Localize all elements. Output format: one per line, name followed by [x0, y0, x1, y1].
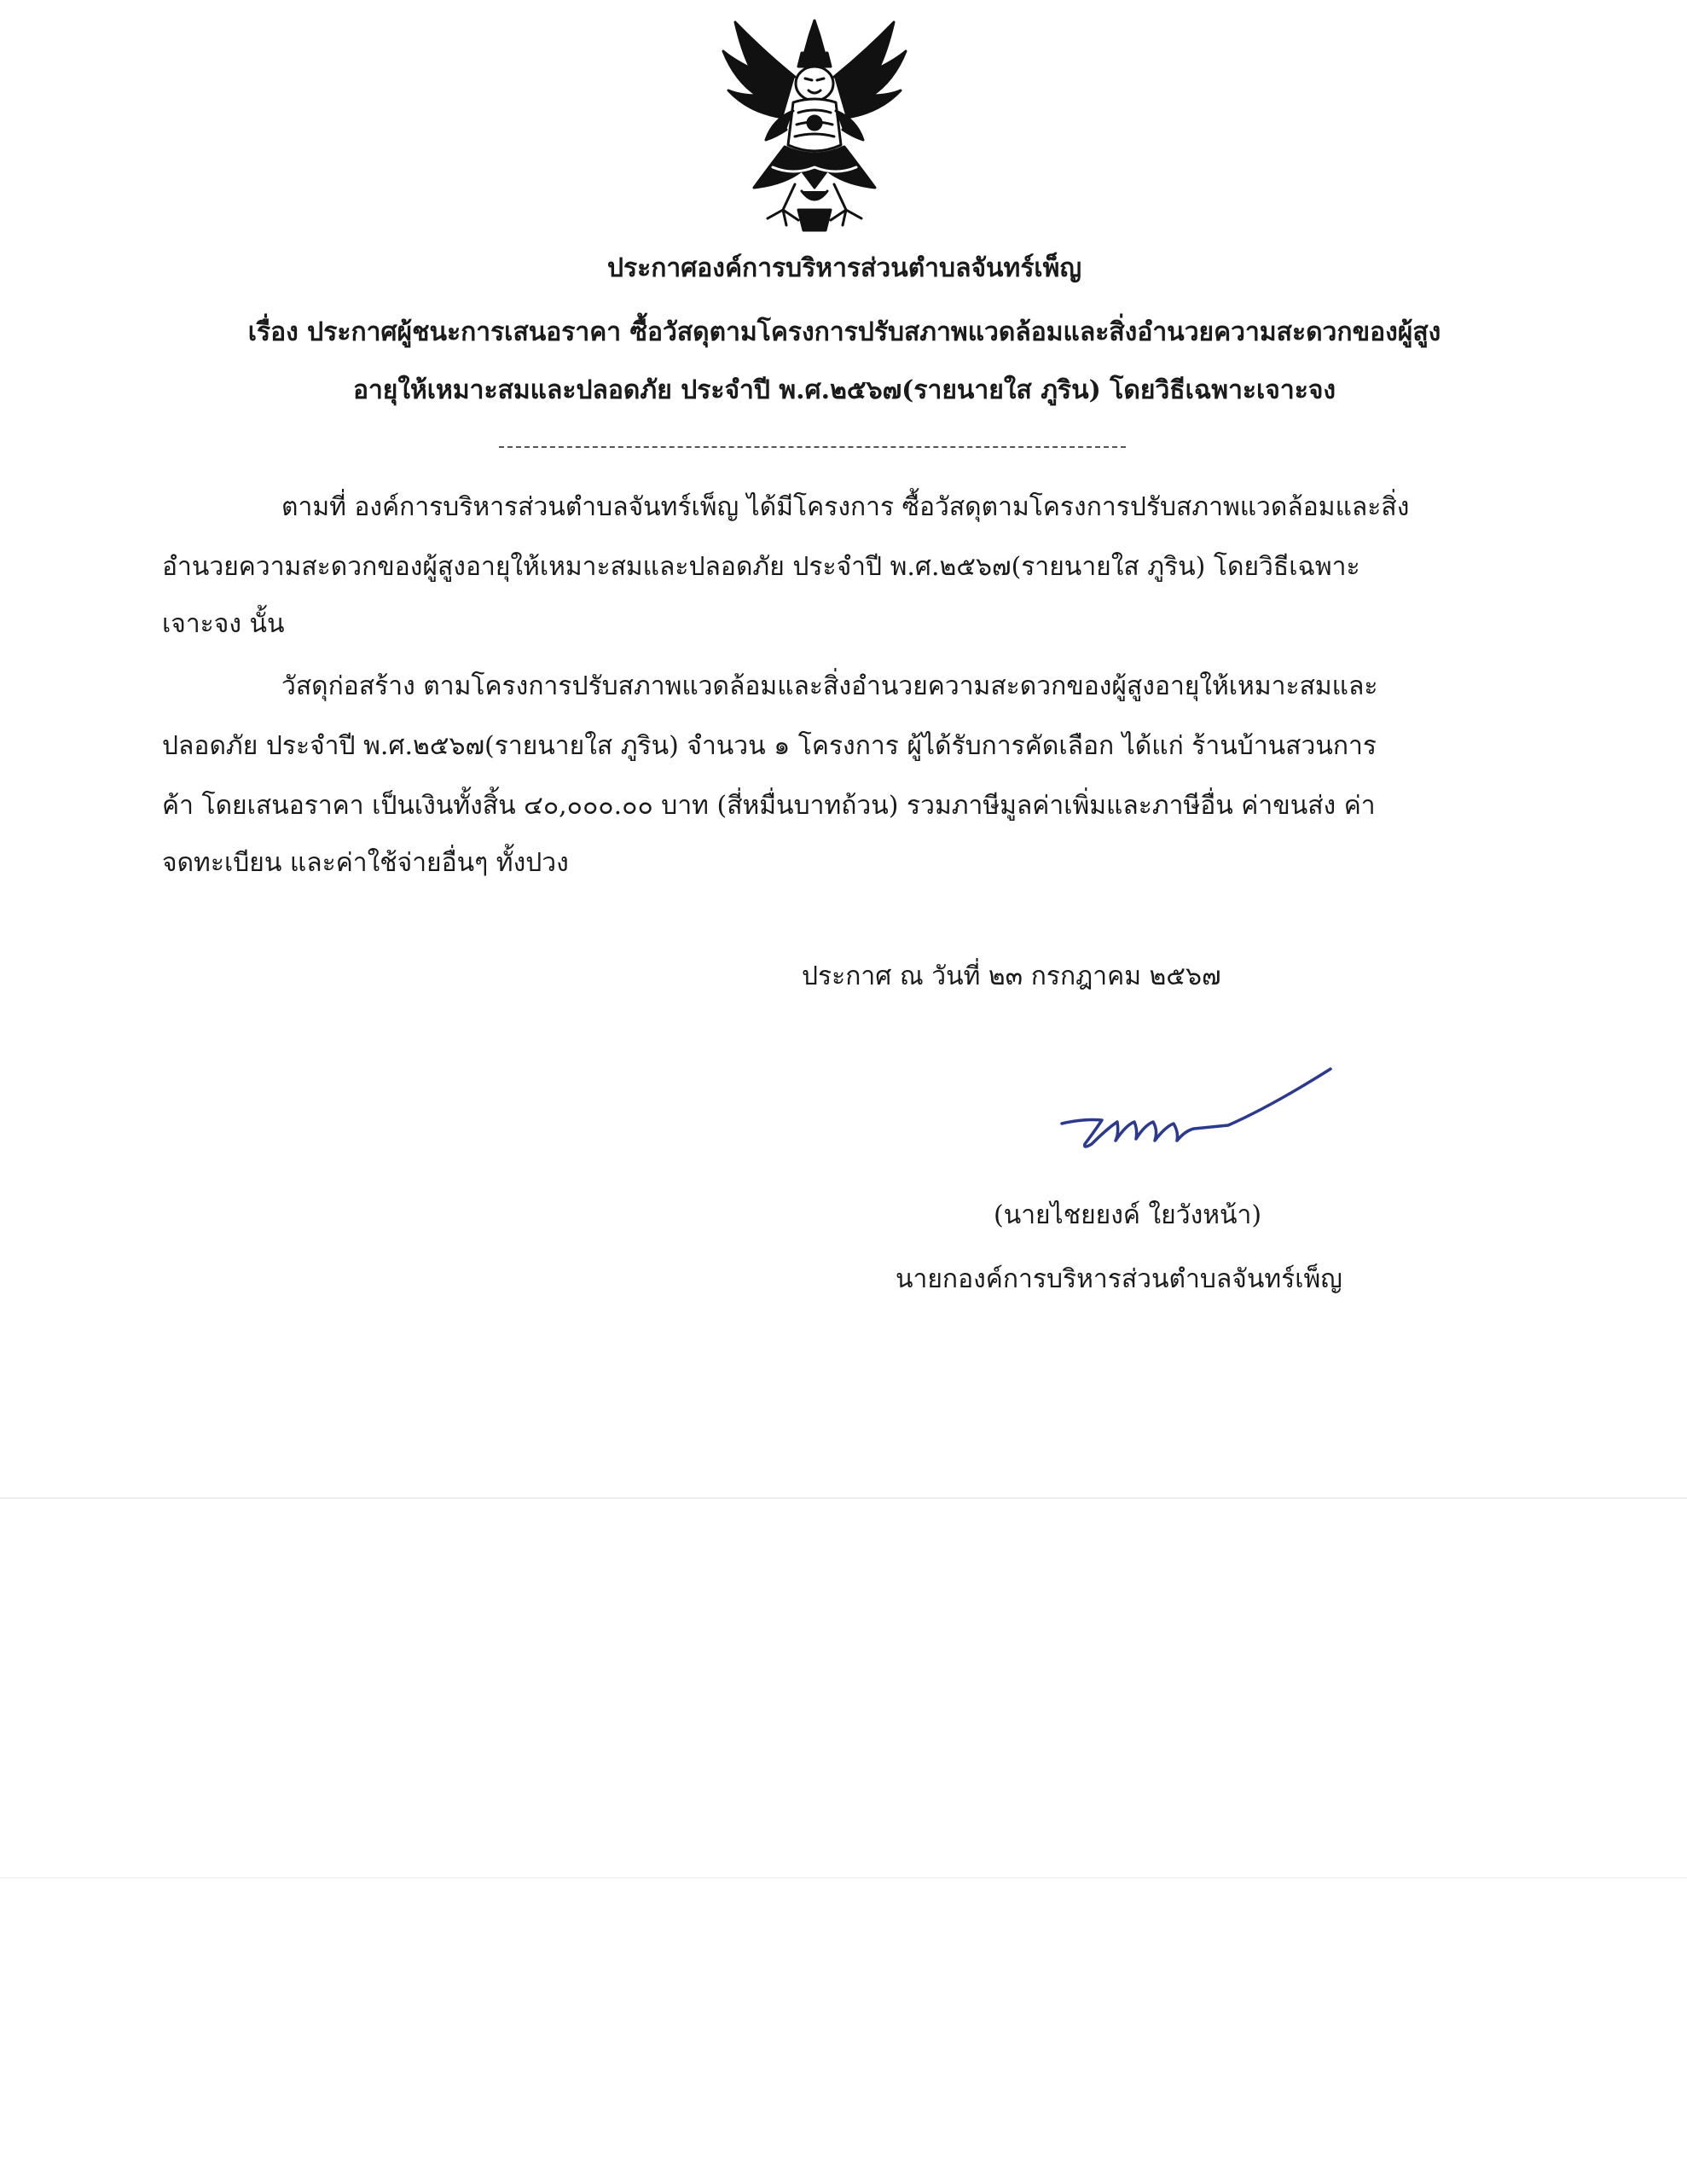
- garuda-emblem-icon: [716, 17, 913, 235]
- subject-line-2: อายุให้เหมาะสมและปลอดภัย ประจำปี พ.ศ.๒๕๖๗(รายนายใส ภูริน) โดยวิธีเฉพาะเจาะจง: [352, 375, 1336, 405]
- paragraph-2-line-3: ค้า โดยเสนอราคา เป็นเงินทั้งสิ้น ๔๐,๐๐๐.๐๐ บาท (สี่หมื่นบาทถ้วน) รวมภาษีมูลค่าเพิ่มและภาษีอื่น ค่าขนส่ง ค่า: [162, 791, 1376, 821]
- paragraph-1-line-3: เจาะจง นั้น: [162, 609, 285, 639]
- signature-icon: [1058, 1062, 1339, 1169]
- paragraph-2-line-2: ปลอดภัย ประจำปี พ.ศ.๒๕๖๗(รายนายใส ภูริน) จำนวน ๑ โครงการ ผู้ได้รับการคัดเลือก ได้แก่ ร้านบ้านสวนการ: [162, 731, 1377, 761]
- subject-line-1: เรื่อง ประกาศผู้ชนะการเสนอราคา ซื้อวัสดุตามโครงการปรับสภาพแวดล้อมและสิ่งอำนวยความสะดวกของผู้สูง: [247, 317, 1441, 347]
- paragraph-1-line-1: ตามที่ องค์การบริหารส่วนตำบลจันทร์เพ็ญ ได้มีโครงการ ซื้อวัสดุตามโครงการปรับสภาพแวดล้อมและสิ่ง: [281, 492, 1410, 522]
- paragraph-1-line-2: อำนวยความสะดวกของผู้สูงอายุให้เหมาะสมและปลอดภัย ประจำปี พ.ศ.๒๕๖๗(รายนายใส ภูริน) โดยวิธีเฉพาะ: [162, 552, 1360, 582]
- organization-announcement-title: ประกาศองค์การบริหารส่วนตำบลจันทร์เพ็ญ: [606, 253, 1082, 283]
- scan-artifact-line: [0, 1877, 1687, 1879]
- paragraph-2-line-4: จดทะเบียน และค่าใช้จ่ายอื่นๆ ทั้งปวง: [162, 848, 569, 878]
- announcement-date: ประกาศ ณ วันที่ ๒๓ กรกฎาคม ๒๕๖๗: [802, 961, 1221, 991]
- scan-artifact-line: [0, 1497, 1687, 1499]
- signatory-position: นายกองค์การบริหารส่วนตำบลจันทร์เพ็ญ: [896, 1264, 1342, 1294]
- separator-rule: [499, 446, 1126, 448]
- paragraph-2-line-1: วัสดุก่อสร้าง ตามโครงการปรับสภาพแวดล้อมและสิ่งอำนวยความสะดวกของผู้สูงอายุให้เหมาะสมและ: [281, 671, 1378, 701]
- signatory-name: (นายไชยยงค์ ใยวังหน้า): [994, 1200, 1262, 1230]
